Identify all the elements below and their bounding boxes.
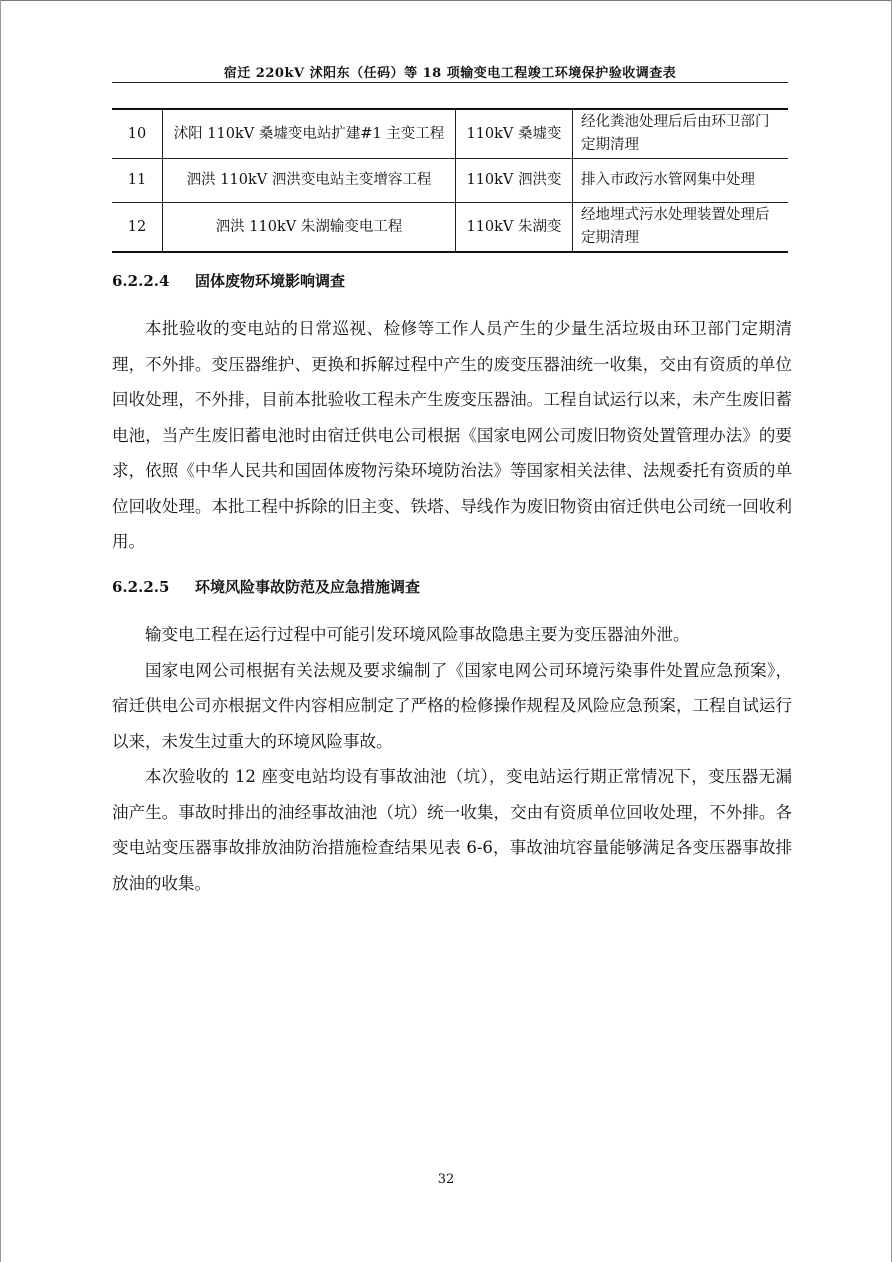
section-heading-solid-waste	[112, 270, 345, 291]
page-frame-left	[0, 0, 1, 1262]
page-frame-top	[0, 0, 892, 1]
section-body-solid-waste	[112, 311, 792, 560]
project-name: 泗洪 110kV 朱湖输变电工程	[163, 203, 456, 253]
section-title: 固体废物环境影响调查	[195, 272, 346, 290]
section-title: 环境风险事故防范及应急措施调查	[195, 578, 421, 596]
row-number: 10	[112, 109, 163, 159]
section-number: 6.2.2.4	[112, 272, 170, 290]
treatment-method: 排入市政污水管网集中处理	[573, 159, 789, 203]
treatment-method: 经地埋式污水处理装置处理后定期清理	[573, 203, 789, 253]
body-paragraph: 国家电网公司根据有关法规及要求编制了《国家电网公司环境污染事件处置应急预案》，宿迁供电公司亦根据文件内容相应制定了严格的检修操作规程及风险应急预案，工程自试运行以来，未发生过重大的环境风险事故。	[112, 660, 792, 751]
table-row	[112, 159, 788, 203]
row-number: 12	[112, 203, 163, 253]
table-row	[112, 203, 788, 253]
substation-name: 110kV 泗洪变	[456, 159, 573, 203]
page-number: 32	[437, 1172, 455, 1187]
table-row	[112, 109, 788, 159]
row-number: 11	[112, 159, 163, 203]
section-number: 6.2.2.5	[112, 578, 170, 596]
wastewater-treatment-table	[112, 108, 788, 253]
substation-name: 110kV 桑墟变	[456, 109, 573, 159]
substation-name: 110kV 朱湖变	[456, 203, 573, 253]
project-name: 沭阳 110kV 桑墟变电站扩建#1 主变工程	[163, 109, 456, 159]
project-name: 泗洪 110kV 泗洪变电站主变增容工程	[163, 159, 456, 203]
treatment-method: 经化粪池处理后后由环卫部门定期清理	[573, 109, 789, 159]
page-header-title: 宿迁 220kV 沭阳东（任码）等 18 项输变电工程竣工环境保护验收调查表	[223, 66, 677, 81]
section-heading-environmental-risk	[112, 576, 420, 597]
header-rule	[112, 82, 788, 83]
body-paragraph: 本批验收的变电站的日常巡视、检修等工作人员产生的少量生活垃圾由环卫部门定期清理，不外排。变压器维护、更换和拆解过程中产生的废变压器油统一收集，交由有资质的单位回收处理，不外排，目前本批验收工程未产生废变压器油。工程自试运行以来，未产生废旧蓄电池，当产生废旧蓄电池时由宿迁供电公司根据《国家电网公司废旧物资处置管理办法》的要求，依照《中华人民共和国固体废物污染环境防治法》等国家相关法律、法规委托有资质的单位回收处理。本批工程中拆除的旧主变、铁塔、导线作为废旧物资由宿迁供电公司统一回收利用。	[112, 319, 792, 551]
body-paragraph: 输变电工程在运行过程中可能引发环境风险事故隐患主要为变压器油外泄。	[145, 625, 690, 644]
section-body-environmental-risk	[112, 617, 792, 901]
body-paragraph: 本次验收的 12 座变电站均设有事故油池（坑），变电站运行期正常情况下，变压器无漏油产生。事故时排出的油经事故油池（坑）统一收集，交由有资质单位回收处理，不外排。各变电站变压器事故排放油防治措施检查结果见表 6-6，事故油坑容量能够满足各变压器事故排放油的收集。	[112, 767, 792, 893]
